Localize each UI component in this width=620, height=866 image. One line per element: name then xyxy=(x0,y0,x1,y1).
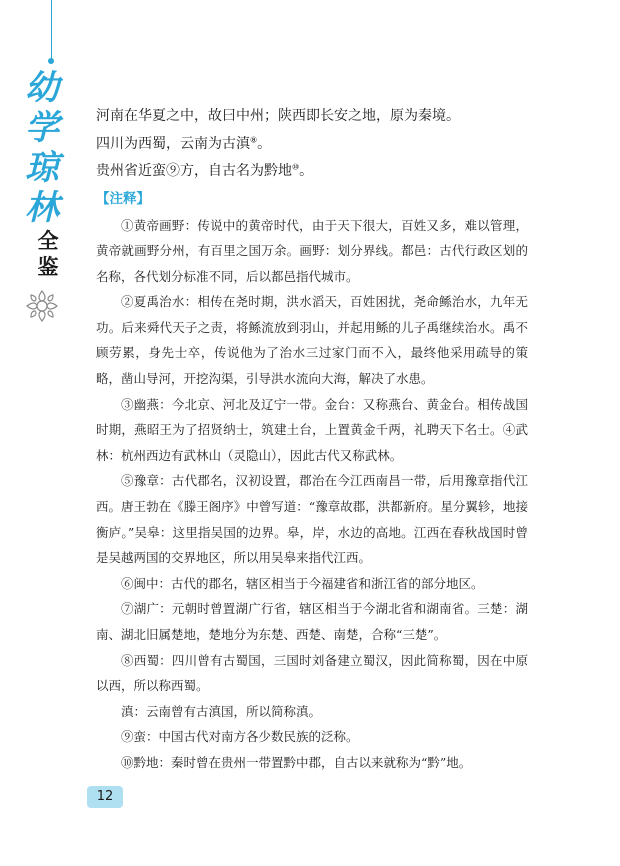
note-item: ⑨蛮：中国古代对南方各少数民族的泛称。 xyxy=(121,729,359,745)
original-line-2-text: 四川为西蜀，云南为古滇 xyxy=(96,135,250,152)
note-item: ⑦湖广：元朝时曾置湖广行省，辖区相当于今湖北省和湖南省。三楚：湖南、湖北旧属楚地，楚地分为东楚、西楚、南楚，合称“三楚”。 xyxy=(96,601,528,642)
original-line-2-tail: 。 xyxy=(257,135,272,152)
original-line-2 xyxy=(96,131,528,159)
title-char-1: 幼 xyxy=(25,68,59,108)
notes-heading: 【注释】 xyxy=(96,190,150,207)
note-item: ⑥闽中：古代的郡名，辖区相当于今福建省和浙江省的部分地区。 xyxy=(121,575,484,591)
original-line-3-tail: 。 xyxy=(299,163,314,179)
subtitle-char-2: 鉴 xyxy=(37,254,59,279)
note-item: ⑩黔地：秦时曾在贵州一带置黔中郡，自古以来就称为“黔”地。 xyxy=(121,754,472,770)
original-text xyxy=(96,103,528,186)
original-line-1 xyxy=(96,103,528,131)
note-item: 滇：云南曾有古滇国，所以简称滇。 xyxy=(121,703,322,719)
notes-list xyxy=(96,213,528,776)
page-content xyxy=(96,103,528,776)
original-line-1-text: 河南在华夏之中，故曰中州；陕西即长安之地，原为秦境。 xyxy=(96,108,460,124)
subtitle-char-1: 全 xyxy=(37,228,59,253)
original-line-3-text: 贵州省近蛮⑨方，自古名为黔地 xyxy=(96,163,292,179)
footnote-mark: ⑩ xyxy=(292,162,300,172)
title-char-3: 琼 xyxy=(25,148,59,188)
note-item: ②夏禹治水：相传在尧时期，洪水滔天，百姓困扰，尧命鲧治水，九年无功。后来舜代天子之责，将鲧流放到羽山，并起用鲧的儿子禹继续治水。禹不顾劳累，身先士卒，传说他为了治水三过家门而不入，最终他采用疏导的策略，凿山导河，开挖沟渠，引导洪水流向大海，解决了水患。 xyxy=(96,294,528,387)
side-rule xyxy=(51,0,52,60)
book-title-vertical xyxy=(20,68,64,324)
note-item: ①黄帝画野：传说中的黄帝时代，由于天下很大，百姓又多，难以管理，黄帝就画野分州，有百里之国万余。画野：划分界线。都邑：古代行政区划的名称，各代划分标准不同，后以都邑指代城市。 xyxy=(96,217,528,284)
title-char-2: 学 xyxy=(25,108,59,148)
floral-ornament-icon xyxy=(24,288,60,324)
footnote-mark: ⑧ xyxy=(250,134,258,144)
note-item: ③幽燕：今北京、河北及辽宁一带。金台：又称燕台、黄金台。相传战国时期，燕昭王为了招贤纳士，筑建土台，上置黄金千两，礼聘天下名士。④武林：杭州西边有武林山（灵隐山），因此古代又称武林。 xyxy=(96,396,528,463)
page-number: 12 xyxy=(87,786,123,808)
note-item: ⑧西蜀：四川曾有古蜀国，三国时刘备建立蜀汉，因此简称蜀，因在中原以西，所以称西蜀。 xyxy=(96,652,528,694)
side-rule-dot xyxy=(48,58,54,64)
note-item: ⑤豫章：古代郡名，汉初设置，郡治在今江西南昌一带，后用豫章指代江西。唐王勃在《滕王阁序》中曾写道：“豫章故郡，洪都新府。星分翼轸，地接衡庐。”吴皋：这里指吴国的边界。皋，岸，水边的高地。江西在春秋战国时曾是吴越两国的交界地区，所以用吴皋来指代江西。 xyxy=(96,473,528,566)
title-char-4: 林 xyxy=(25,188,59,228)
original-line-3 xyxy=(96,158,528,186)
